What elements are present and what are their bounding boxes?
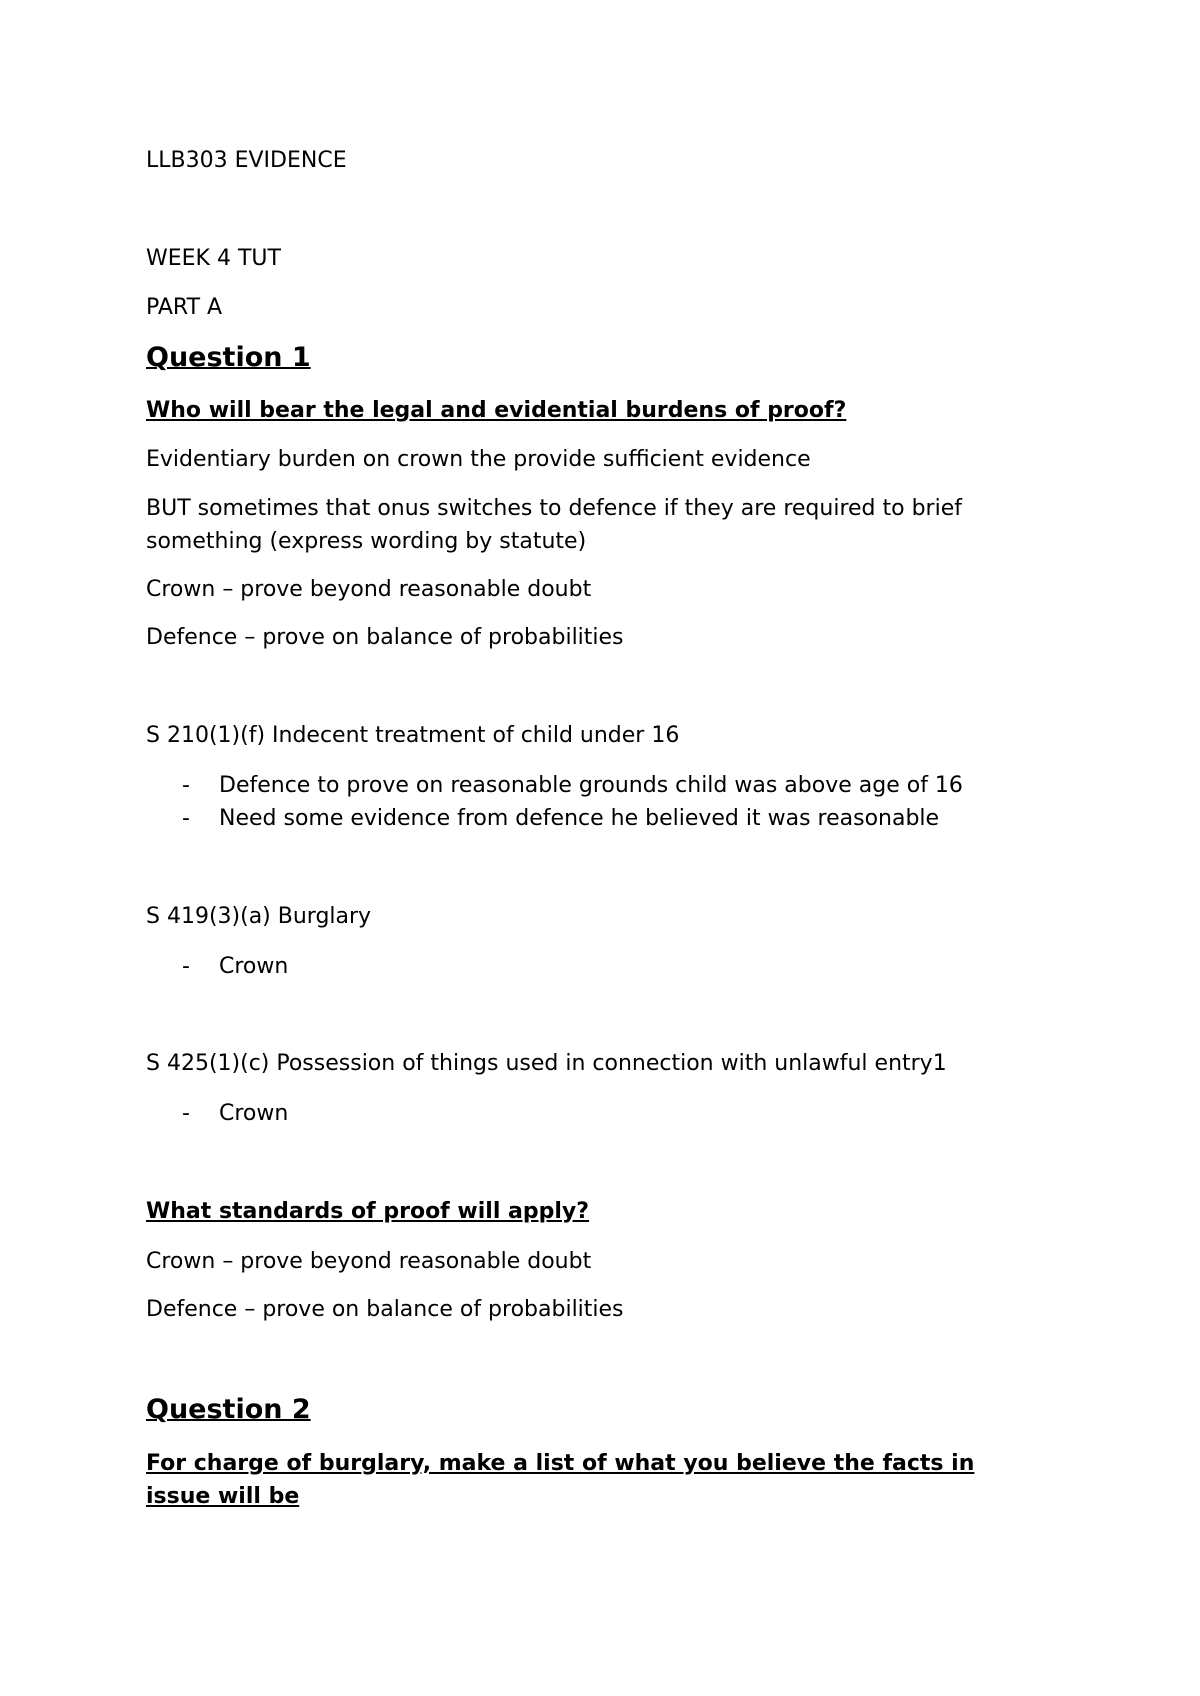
section-419: S 419(3)(a) Burglary bbox=[146, 904, 372, 929]
section-210: S 210(1)(f) Indecent treatment of child under 16 bbox=[146, 723, 680, 748]
question-1-title: Question 1 bbox=[146, 342, 311, 373]
bullet-item: Defence to prove on reasonable grounds child was above age of 16 bbox=[219, 773, 963, 798]
bullet-item: Crown bbox=[219, 1101, 289, 1126]
paragraph: Defence – prove on balance of probabilities bbox=[146, 1297, 624, 1322]
paragraph: BUT sometimes that onus switches to defence if they are required to brief something (express wording by statute) bbox=[146, 496, 962, 554]
paragraph: Crown – prove beyond reasonable doubt bbox=[146, 577, 592, 602]
bullet-marker: - bbox=[182, 773, 190, 798]
part-label: PART A bbox=[146, 295, 223, 320]
standards-heading: What standards of proof will apply? bbox=[146, 1199, 590, 1224]
question-2-heading: For charge of burglary, make a list of what you believe the facts in issue will be bbox=[146, 1451, 975, 1509]
bullet-marker: - bbox=[182, 954, 190, 979]
paragraph: Defence – prove on balance of probabilities bbox=[146, 625, 624, 650]
paragraph: Evidentiary burden on crown the provide sufficient evidence bbox=[146, 447, 811, 472]
question-2-title: Question 2 bbox=[146, 1394, 311, 1425]
course-title: LLB303 EVIDENCE bbox=[146, 148, 347, 173]
bullet-marker: - bbox=[182, 1101, 190, 1126]
question-1-heading: Who will bear the legal and evidential burdens of proof? bbox=[146, 398, 847, 423]
paragraph: Crown – prove beyond reasonable doubt bbox=[146, 1249, 592, 1274]
week-label: WEEK 4 TUT bbox=[146, 246, 281, 271]
bullet-marker: - bbox=[182, 806, 190, 831]
bullet-item: Need some evidence from defence he believed it was reasonable bbox=[219, 806, 940, 831]
bullet-item: Crown bbox=[219, 954, 289, 979]
section-425: S 425(1)(c) Possession of things used in connection with unlawful entry1 bbox=[146, 1051, 947, 1076]
